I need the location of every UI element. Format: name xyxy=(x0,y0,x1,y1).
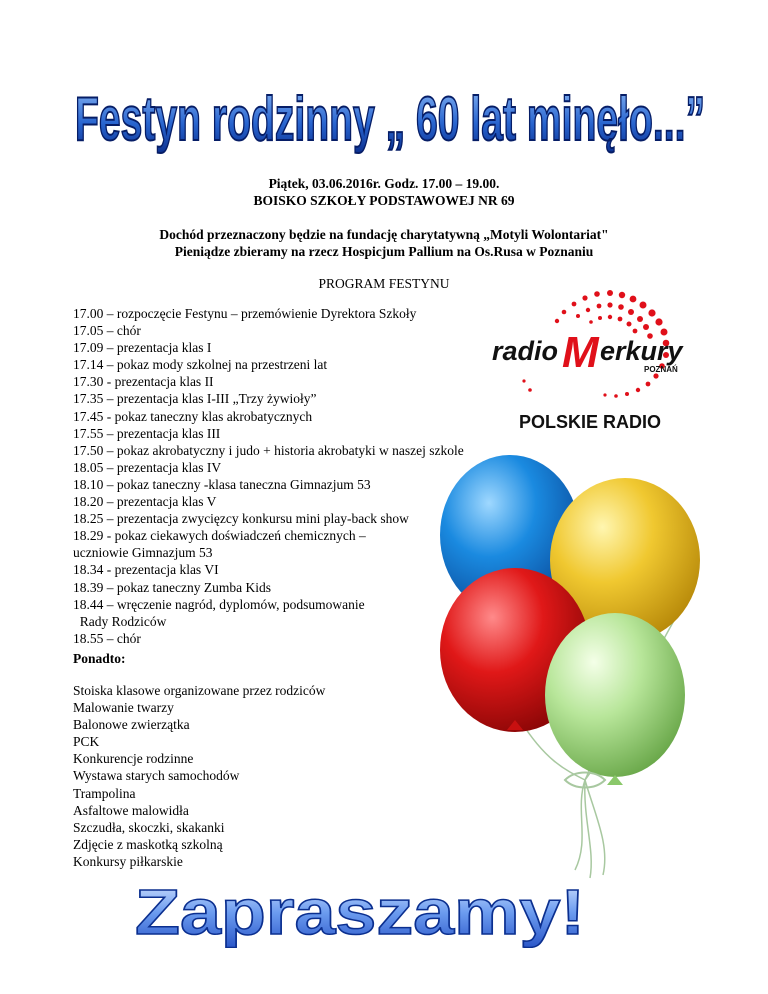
program-item: 18.34 - prezentacja klas VI xyxy=(73,562,219,578)
program-item: 18.39 – pokaz taneczny Zumba Kids xyxy=(73,579,271,595)
radio-m-letter: M xyxy=(562,328,599,377)
radio-city: POZNAŃ xyxy=(644,365,678,374)
program-item: 17.55 – prezentacja klas III xyxy=(73,425,221,441)
extras-item: Balonowe zwierzątka xyxy=(73,717,190,733)
program-item: 18.55 – chór xyxy=(73,630,141,646)
program-item: 17.00 – rozpoczęcie Festynu – przemówienie Dyrektora Szkoły xyxy=(73,306,417,321)
program-item: 18.05 – prezentacja klas IV xyxy=(73,459,222,475)
extras-item: Trampolina xyxy=(73,785,136,801)
fund-line-2: Pieniądze zbieramy na rzecz Hospicjum Pallium na Os.Rusa w Poznaniu xyxy=(174,244,594,259)
extras-item: Malowanie twarzy xyxy=(73,700,174,716)
extras-item: Szczudła, skoczki, skakanki xyxy=(73,819,225,835)
radio-erkury-word: erkury xyxy=(600,336,683,366)
program-item: 18.44 – wręczenie nagród, dyplomów, podsumowanie xyxy=(73,596,365,612)
extras-list xyxy=(73,682,325,870)
program-item: 18.10 – pokaz taneczny -klasa taneczna Gimnazjum 53 xyxy=(73,476,371,492)
title-wordart xyxy=(60,58,720,168)
radio-logo-graphic xyxy=(490,285,690,435)
extras-item: Stoiska klasowe organizowane przez rodziców xyxy=(73,683,326,698)
program-item: 17.14 – pokaz mody szkolnej na przestrzeni lat xyxy=(73,357,328,373)
program-heading: PROGRAM FESTYNU xyxy=(318,276,450,291)
program-item: 18.25 – prezentacja zwycięzcy konkursu mini play-back show xyxy=(73,511,409,527)
extras-item: Zdjęcie z maskotką szkolną xyxy=(73,836,223,852)
program-item: 17.50 – pokaz akrobatyczny i judo + historia akrobatyki w naszej szkole xyxy=(73,442,464,458)
festival-title xyxy=(60,58,720,168)
closing-text: Zapraszamy! xyxy=(135,876,585,948)
program-item: uczniowie Gimnazjum 53 xyxy=(73,545,213,561)
extras-item: Konkurencje rodzinne xyxy=(73,751,194,767)
closing-invitation xyxy=(130,868,590,948)
program-item: 18.20 – prezentacja klas V xyxy=(73,494,217,510)
extras-item: Wystawa starych samochodów xyxy=(73,768,240,784)
program-item: 17.45 - pokaz taneczny klas akrobatycznych xyxy=(73,408,313,424)
program-item: 17.09 – prezentacja klas I xyxy=(73,340,212,356)
event-location: BOISKO SZKOŁY PODSTAWOWEJ NR 69 xyxy=(253,193,515,208)
zapraszamy-wordart xyxy=(130,868,590,948)
balloons-image xyxy=(425,440,750,880)
fund-line-1: Dochód przeznaczony będzie na fundację charytatywną „Motyli Wolontariat" xyxy=(159,227,609,242)
program-item: 17.35 – prezentacja klas I-III „Trzy żywioły” xyxy=(73,391,317,407)
green-balloon xyxy=(545,613,685,777)
title-text: Festyn rodzinny „ 60 lat minęło...” xyxy=(75,85,705,154)
radio-subtitle: POLSKIE RADIO xyxy=(518,412,662,432)
program-item: 18.29 - pokaz ciekawych doświadczeń chemicznych – xyxy=(73,528,366,544)
program-item: 17.05 – chór xyxy=(73,323,141,339)
radio-word: radio xyxy=(492,336,559,366)
extras-heading: Ponadto: xyxy=(73,651,126,666)
extras-item: Asfaltowe malowidła xyxy=(73,802,189,818)
extras-item: Konkursy piłkarskie xyxy=(73,853,183,869)
event-header xyxy=(0,175,768,209)
event-date-time: Piątek, 03.06.2016r. Godz. 17.00 – 19.00. xyxy=(268,176,500,191)
radio-merkury-logo xyxy=(490,285,690,435)
balloons-graphic xyxy=(425,440,750,880)
extras-item: PCK xyxy=(73,734,100,750)
fundraiser-info xyxy=(0,226,768,260)
program-item: 17.30 - prezentacja klas II xyxy=(73,374,214,390)
program-item: Rady Rodziców xyxy=(73,613,167,629)
